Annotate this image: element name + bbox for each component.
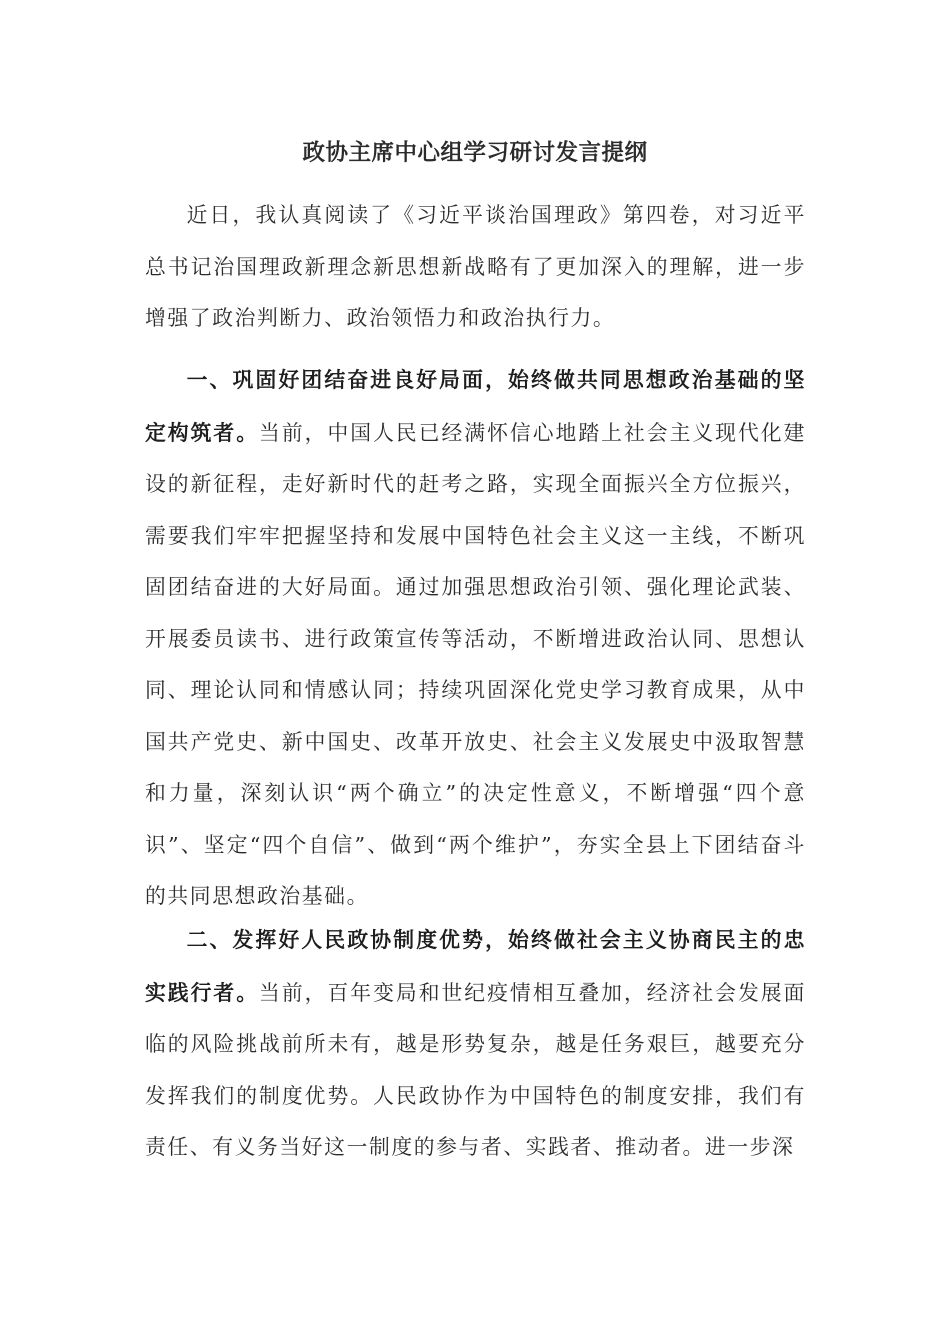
section-2-body: 当前，百年变局和世纪疫情相互叠加，经济社会发展面临的风险挑战前所未有，越是形势复杂，越是任务艰巨，越要充分发挥我们的制度优势。人民政协作为中国特色的制度安排，我们有责任、有义务当好这一制度的参与者、实践者、推动者。进一步深 bbox=[145, 980, 807, 1159]
section-1-paragraph bbox=[145, 354, 806, 923]
document-title: 政协主席中心组学习研讨发言提纲 bbox=[302, 140, 648, 166]
section-2-paragraph bbox=[145, 914, 806, 1174]
section-1-body: 当前，中国人民已经满怀信心地踏上社会主义现代化建设的新征程，走好新时代的赶考之路，实现全面振兴全方位振兴，需要我们牢牢把握坚持和发展中国特色社会主义这一主线，不断巩固团结奋进的大好局面。通过加强思想政治引领、强化理论武装、开展委员读书、进行政策宣传等活动，不断增进政治认同、思想认同、理论认同和情感认同；持续巩固深化党史学习教育成果，从中国共产党史、新中国史、改革开放史、社会主义发展史中汲取智慧和力量，深刻认识“两个确立”的决定性意义，不断增强“四个意识”、坚定“四个自信”、做到“两个维护”，夯实全县上下团结奋斗的共同思想政治基础。 bbox=[145, 420, 807, 908]
section-2-heading: 二、发挥好人民政协制度优势，始终做社会主义协商民主的忠实践行者。 bbox=[145, 927, 806, 1005]
intro-paragraph: 近日，我认真阅读了《习近平谈治国理政》第四卷，对习近平总书记治国理政新理念新思想新战略有了更加深入的理解，进一步增强了政治判断力、政治领悟力和政治执行力。 bbox=[145, 203, 806, 330]
section-1-heading: 一、巩固好团结奋进良好局面，始终做共同思想政治基础的坚定构筑者。 bbox=[145, 367, 806, 445]
